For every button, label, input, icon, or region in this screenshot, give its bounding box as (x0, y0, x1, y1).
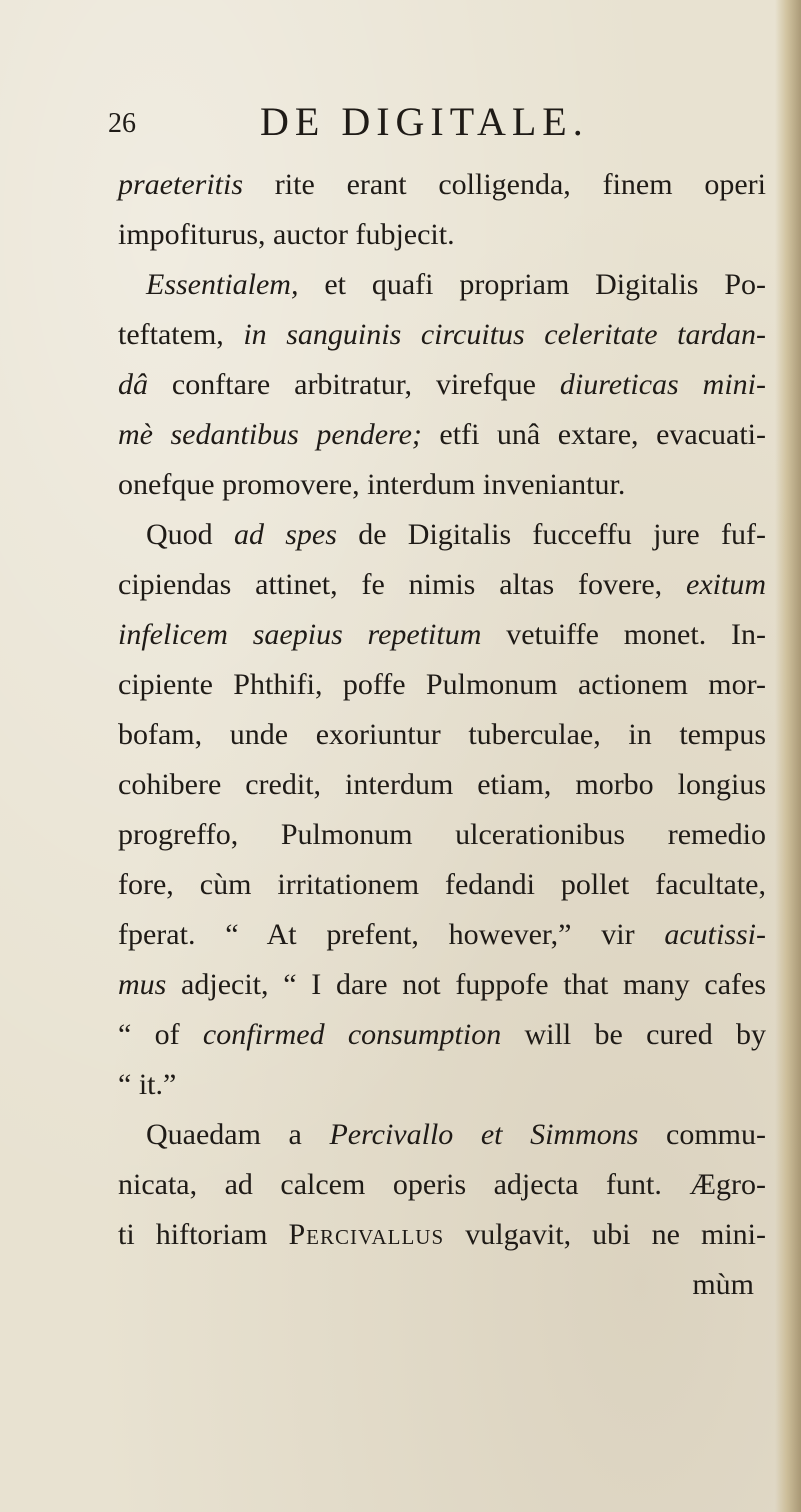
text-line (118, 1160, 766, 1210)
body-text (118, 160, 766, 1310)
italic-span: in sanguinis circuitus celeritate tardan- (243, 318, 766, 351)
italic-span: ad spes (233, 518, 337, 551)
roman-span: cipiente Phthifi, poffe Pulmonum actionem mor- (118, 668, 766, 701)
text-line (118, 910, 766, 960)
italic-span: Essentialem, (146, 268, 299, 301)
roman-span: vulgavit, ubi ne mini- (444, 1218, 766, 1251)
roman-span: Quaedam a (146, 1118, 330, 1151)
running-title: DE DIGITALE. (260, 99, 589, 144)
italic-span: mus (118, 968, 167, 1001)
page-edge (775, 0, 801, 1512)
italic-span: diureticas mini- (559, 368, 766, 401)
italic-span: mè sedantibus pendere; (118, 418, 422, 451)
roman-span: commu- (638, 1118, 766, 1151)
text-line (118, 810, 766, 860)
page-header (108, 98, 668, 158)
text-line (118, 1060, 766, 1110)
roman-span: impofiturus, auctor fubjecit. (118, 218, 455, 251)
roman-span: et quafi propriam Digitalis Po- (298, 268, 766, 301)
roman-span: rite erant colligenda, finem operi (243, 168, 766, 201)
italic-span: dâ (118, 368, 148, 401)
text-line (118, 660, 766, 710)
roman-span: fperat. “ At prefent, however,” vir (118, 918, 665, 951)
roman-span: ti hiftoriam (118, 1218, 289, 1251)
roman-span: etfi unâ extare, evacuati- (421, 418, 766, 451)
text-line (118, 360, 766, 410)
text-line (118, 1010, 766, 1060)
roman-span: vetuiffe monet. In- (481, 618, 766, 651)
roman-span: progreffo, Pulmonum ulcerationibus remedio (118, 818, 766, 851)
text-line (118, 610, 766, 660)
roman-span: mùm (692, 1268, 754, 1301)
text-line (118, 410, 766, 460)
text-line (118, 710, 766, 760)
text-line (118, 760, 766, 810)
text-line (118, 960, 766, 1010)
roman-span: fore, cùm irritationem fedandi pollet facultate, (118, 868, 766, 901)
text-line (118, 310, 766, 360)
paragraph-start (118, 510, 766, 560)
italic-span: praeteritis (118, 168, 243, 201)
italic-span: confirmed consumption (202, 1018, 502, 1051)
page-number: 26 (108, 108, 136, 139)
catchword (118, 1260, 766, 1310)
roman-span: nicata, ad calcem operis adjecta funt. Ægro- (118, 1168, 766, 1201)
roman-span: onefque promovere, interdum inveniantur. (118, 468, 626, 501)
roman-span: cohibere credit, interdum etiam, morbo longius (118, 768, 766, 801)
italic-span: infelicem saepius repetitum (118, 618, 482, 651)
text-line (118, 460, 766, 510)
roman-span: adjecit, “ I dare not fuppofe that many cafes (166, 968, 766, 1001)
italic-span: Percivallo et Simmons (329, 1118, 639, 1151)
roman-span: will be cured by (501, 1018, 767, 1051)
text-line (118, 560, 766, 610)
text-line (118, 860, 766, 910)
text-line (118, 160, 766, 210)
roman-span: bofam, unde exoriuntur tuberculae, in tempus (118, 718, 766, 751)
italic-span: acutissi- (664, 918, 766, 951)
roman-span: Quod (146, 518, 234, 551)
roman-span: conftare arbitratur, virefque (148, 368, 560, 401)
text-line (118, 210, 766, 260)
roman-span: cipiendas attinet, fe nimis altas fovere, (118, 568, 687, 601)
roman-span: “ it.” (118, 1068, 177, 1101)
roman-span: de Digitalis fucceffu jure fuf- (336, 518, 766, 551)
italic-span: exitum (686, 568, 766, 601)
paragraph-start (118, 260, 766, 310)
small-caps-span: Percivallus (288, 1218, 445, 1251)
roman-span: teftatem, (118, 318, 244, 351)
text-line (118, 1210, 766, 1260)
paragraph-start (118, 1110, 766, 1160)
roman-span: “ of (118, 1018, 203, 1051)
